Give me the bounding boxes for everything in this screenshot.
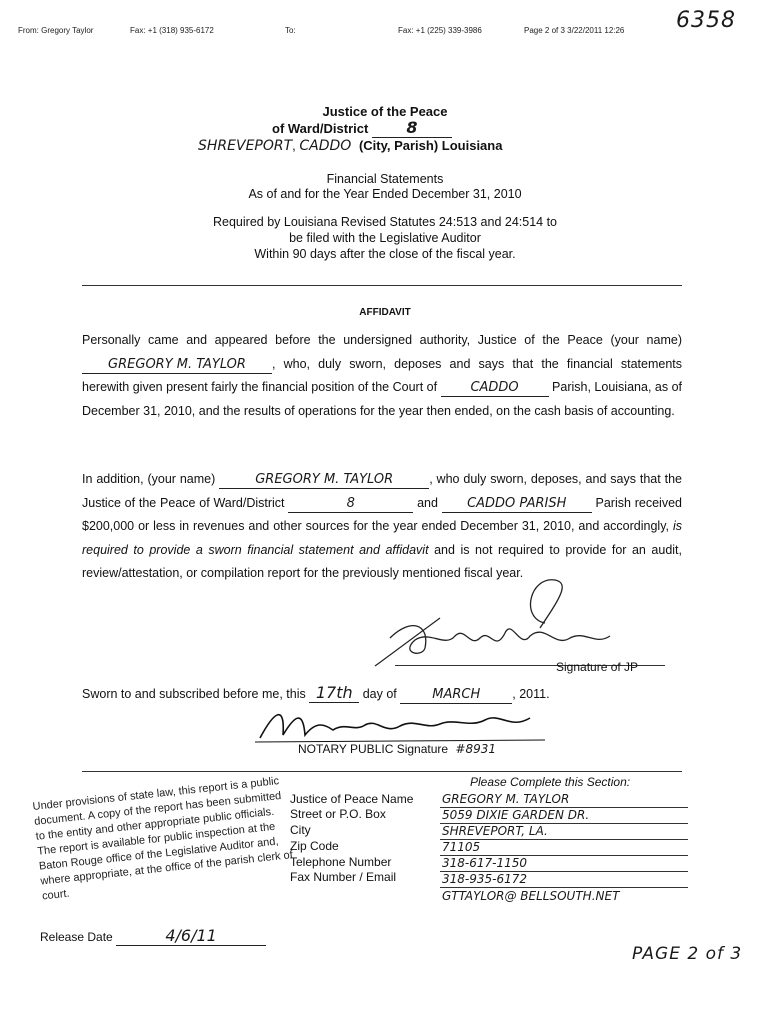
ward-field-2: 8 (288, 495, 413, 513)
subtitle-line5: Within 90 days after the close of the fiscal year. (254, 247, 516, 261)
title-line2 (272, 120, 452, 138)
title-line3: SHREVEPORT, CADDO (City, Parish) Louisiana (198, 138, 503, 154)
fax-to: To: (285, 26, 296, 35)
label-zip: Zip Code (290, 839, 339, 853)
release-date-field: 4/6/11 (116, 928, 266, 946)
field-telephone[interactable]: 318-617-1150 (440, 856, 688, 872)
release-date-row (40, 928, 266, 946)
sworn-month-field: MARCH (400, 686, 512, 704)
affidavit-heading: AFFIDAVIT (359, 307, 411, 318)
notary-label: NOTARY PUBLIC Signature (298, 742, 449, 756)
subtitle-line1: Financial Statements (326, 172, 444, 186)
fax-page-info: Page 2 of 3 3/22/2011 12:26 (524, 26, 625, 35)
sworn-day-field: 17th (309, 685, 359, 703)
divider-bottom (82, 771, 682, 772)
jp-signature-label: Signature of JP (556, 660, 639, 674)
jp-name-field-2: GREGORY M. TAYLOR (219, 471, 429, 489)
city-value: SHREVEPORT (198, 138, 293, 154)
label-city: City (290, 823, 311, 837)
affidavit-paragraph-2: In addition, (your name) GREGORY M. TAYLOR , who duly sworn, deposes, and says that the Justice of the Peace of Ward/District 8 and CADDO PARISH Parish received $200,000 or less in revenues and other sources for the year ended December 31, 2010, and accordingly, is required to provide a sworn financial statement and affidavit and is not required to provide for an audit, review/attestation, or compilation report for the previously mentioned fiscal year. (82, 472, 683, 580)
fax-from: From: Gregory Taylor (18, 26, 94, 35)
court-field: CADDO (441, 379, 549, 397)
field-jp-name[interactable]: GREGORY M. TAYLOR (440, 792, 688, 808)
jp-name-field-1: GREGORY M. TAYLOR (82, 356, 272, 374)
label-street: Street or P.O. Box (290, 807, 386, 821)
label-fax-email: Fax Number / Email (290, 870, 397, 884)
public-document-notice: Under provisions of state law, this report is a public document. A copy of the report has been submitted to the entity and other appropriate public officials. The report is available for public inspection at the Baton Rouge office of the Legislative Auditor and, where appropriate, at the office of the parish clerk of court. (32, 775, 294, 903)
field-city[interactable]: SHREVEPORT, LA. (440, 824, 688, 840)
label-jp-name: Justice of Peace Name (290, 792, 414, 806)
affidavit-paragraph-1: Personally came and appeared before the undersigned authority, Justice of the Peace (your name) GREGORY M. TAYLOR , who, duly sworn, deposes and says that the financial statements herewith given present fairly the financial position of the Court of CADDO Parish, Louisiana, as of December 31, 2010, and the results of operations for the year then ended, on the cash basis of accounting. (82, 333, 682, 418)
field-street[interactable]: 5059 DIXIE GARDEN DR. (440, 808, 688, 824)
subtitle-line4: be filed with the Legislative Auditor (289, 231, 481, 245)
field-email-value: GTTAYLOR@ BELLSOUTH.NET (442, 889, 620, 903)
divider-top (82, 285, 682, 286)
city-parish-label: (City, Parish) Louisiana (358, 138, 503, 153)
label-telephone: Telephone Number (290, 855, 392, 869)
notary-id: #8931 (455, 742, 497, 756)
fax-from-number: Fax: +1 (318) 935-6172 (130, 26, 214, 35)
subtitle-line3: Required by Louisiana Revised Statutes 24:513 and 24:514 to (213, 215, 557, 229)
page-note: PAGE 2 of 3 (632, 944, 743, 964)
jp-signature (370, 578, 630, 668)
section-heading: Please Complete this Section: (470, 775, 631, 789)
fax-to-number: Fax: +1 (225) 339-3986 (398, 26, 482, 35)
ward-district-label: of Ward/District (272, 121, 369, 136)
field-zip[interactable]: 71105 (440, 840, 688, 856)
sworn-line: Sworn to and subscribed before me, this 17th day of MARCH , 2011. (82, 683, 550, 702)
field-fax[interactable]: 318-935-6172 (440, 872, 688, 888)
ward-field: 8 (372, 120, 452, 138)
notary-label-row (298, 742, 496, 756)
title-line1: Justice of the Peace (322, 104, 448, 119)
document-number: 6358 (676, 8, 736, 33)
parish-value: CADDO (299, 138, 352, 154)
parish-field: CADDO PARISH (442, 495, 592, 513)
subtitle-line2: As of and for the Year Ended December 31, 2010 (248, 187, 522, 201)
release-date-label: Release Date (40, 930, 113, 944)
